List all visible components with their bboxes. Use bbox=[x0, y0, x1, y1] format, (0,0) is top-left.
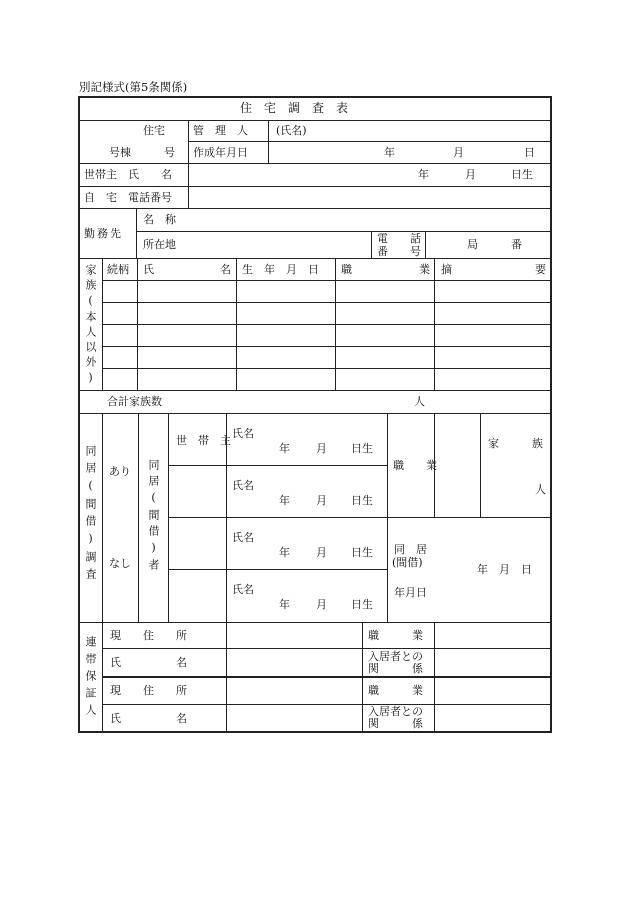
sakusei-year[interactable]: 年 bbox=[384, 146, 395, 159]
guarantor-1-rel-label-1: 入居者との bbox=[368, 650, 423, 663]
guarantor-2-rel-label-2: 関 係 bbox=[368, 717, 423, 730]
home-phone-label: 自 宅 電話番号 bbox=[84, 191, 172, 204]
guarantor-1-job-label: 職 業 bbox=[368, 629, 423, 642]
guarantor-sep-line bbox=[102, 676, 551, 678]
form-caption: 別記様式(第5条関係) bbox=[79, 80, 188, 94]
doukyo-birth-month-3[interactable]: 月 bbox=[316, 546, 327, 559]
workplace-phone-label-2: 番 号 bbox=[377, 245, 421, 258]
doukyo-name-label-4: 氏名 bbox=[232, 583, 254, 596]
doukyo-name-label-3: 氏名 bbox=[232, 531, 254, 544]
setainushi-birth-month[interactable]: 月 bbox=[465, 168, 476, 181]
guarantor-row-line bbox=[102, 648, 551, 649]
setainushi-label: 世帯主 氏 名 bbox=[84, 168, 172, 181]
family-header-tekiyo-2: 要 bbox=[535, 263, 546, 276]
family-header-shi: 氏 bbox=[143, 263, 154, 276]
row-line bbox=[79, 390, 551, 391]
doukyo-row-line bbox=[168, 569, 387, 570]
doukyo-date-label-1: 同 居 bbox=[394, 543, 427, 556]
doukyo-kazoku-unit: 人 bbox=[535, 483, 546, 496]
doukyo-birth-month-4[interactable]: 月 bbox=[316, 598, 327, 611]
family-header-birth: 生 年 月 日 bbox=[242, 263, 319, 276]
guarantor-2-rel-label-1: 入居者との bbox=[368, 705, 423, 718]
doukyo-birth-day-4[interactable]: 日生 bbox=[351, 598, 373, 611]
sakusei-label: 作成年月日 bbox=[193, 146, 248, 159]
workplace-address-label: 所在地 bbox=[143, 238, 176, 251]
family-row-line bbox=[102, 302, 551, 303]
family-header-job-1: 職 bbox=[341, 263, 352, 276]
header-vline bbox=[268, 120, 269, 163]
doukyo-birth-year-4[interactable]: 年 bbox=[279, 598, 290, 611]
doukyo-birth-year-3[interactable]: 年 bbox=[279, 546, 290, 559]
vline bbox=[188, 163, 189, 208]
family-row-line bbox=[102, 280, 551, 281]
doukyo-side-label: 同居(間借)調査 bbox=[84, 445, 97, 585]
vline bbox=[425, 231, 426, 258]
workplace-label: 勤務先 bbox=[84, 227, 123, 240]
sakusei-month[interactable]: 月 bbox=[453, 146, 464, 159]
doukyo-setainushi-label: 世 帯 主 bbox=[176, 434, 231, 447]
kanrinin-name-field[interactable]: (氏名) bbox=[276, 124, 307, 137]
guarantor-1-name-label: 氏 名 bbox=[110, 656, 187, 669]
doukyo-shokugyo-label: 職 業 bbox=[393, 459, 437, 472]
guarantor-side-label: 連帯保証人 bbox=[84, 636, 97, 721]
guarantor-2-name-label: 氏 名 bbox=[110, 712, 187, 725]
form-frame-right bbox=[550, 96, 552, 733]
doukyo-name-label-2: 氏名 bbox=[232, 479, 254, 492]
doukyo-birth-month-2[interactable]: 月 bbox=[316, 494, 327, 507]
row-line bbox=[79, 258, 551, 259]
doukyo-kazoku-label: 家 族 bbox=[488, 437, 543, 450]
sakusei-day[interactable]: 日 bbox=[524, 146, 535, 159]
form-frame-bottom bbox=[78, 731, 552, 733]
doukyo-date-label-3: 年月日 bbox=[394, 586, 427, 599]
doukyo-birth-day-3[interactable]: 日生 bbox=[351, 546, 373, 559]
row-line bbox=[79, 208, 551, 209]
family-total-label: 合計家族数 bbox=[107, 395, 162, 408]
form-frame-left bbox=[78, 96, 80, 733]
family-header-mei: 名 bbox=[220, 263, 231, 276]
doukyo-birth-day-2[interactable]: 日生 bbox=[351, 494, 373, 507]
doukyo-nashi[interactable]: なし bbox=[109, 557, 131, 570]
setainushi-birth-year[interactable]: 年 bbox=[418, 168, 429, 181]
row-line bbox=[79, 120, 551, 121]
family-total-unit: 人 bbox=[414, 395, 425, 408]
row-line bbox=[79, 622, 551, 623]
doukyo-name-label-1: 氏名 bbox=[232, 427, 254, 440]
doukyo-birth-year-1[interactable]: 年 bbox=[279, 442, 290, 455]
guarantor-1-rel-label-2: 関 係 bbox=[368, 662, 423, 675]
setainushi-birth-day[interactable]: 日生 bbox=[511, 168, 533, 181]
doukyo-sha-label: 同居(間借)者 bbox=[147, 459, 160, 575]
form-title: 住 宅 調 査 表 bbox=[240, 101, 349, 115]
guarantor-2-job-label: 職 業 bbox=[368, 684, 423, 697]
vline bbox=[371, 231, 372, 258]
form-frame-top bbox=[78, 96, 552, 98]
family-row-line bbox=[102, 324, 551, 325]
doukyo-row-line bbox=[168, 517, 551, 518]
doukyo-ari[interactable]: あり bbox=[109, 465, 131, 478]
workplace-name-label: 名 称 bbox=[143, 213, 176, 226]
header-vline bbox=[188, 120, 189, 163]
vline bbox=[138, 413, 139, 622]
guarantor-2-address-label: 現 住 所 bbox=[110, 684, 187, 697]
workplace-phone-label-1: 電 話 bbox=[377, 232, 421, 245]
family-header-tekiyo-1: 摘 bbox=[441, 263, 452, 276]
jutaku-label: 住宅 bbox=[143, 124, 165, 137]
goutou-label: 号棟 号 bbox=[109, 146, 175, 159]
workplace-mid-line bbox=[136, 231, 551, 232]
family-row-line bbox=[102, 346, 551, 347]
family-header-job-2: 業 bbox=[419, 263, 430, 276]
row-line bbox=[79, 163, 551, 164]
kanrinin-label: 管 理 人 bbox=[193, 124, 248, 137]
doukyo-birth-day-1[interactable]: 日生 bbox=[351, 442, 373, 455]
doukyo-birth-month-1[interactable]: 月 bbox=[316, 442, 327, 455]
row-line bbox=[79, 186, 551, 187]
family-header-zokugara: 続柄 bbox=[107, 263, 129, 276]
family-row-line bbox=[102, 368, 551, 369]
vline bbox=[136, 208, 137, 258]
workplace-phone-field[interactable]: 局 番 bbox=[467, 238, 522, 251]
doukyo-row-line bbox=[168, 465, 387, 466]
doukyo-birth-year-2[interactable]: 年 bbox=[279, 494, 290, 507]
vline bbox=[102, 413, 103, 622]
doukyo-date-field[interactable]: 年 月 日 bbox=[477, 563, 532, 576]
header-mid-line bbox=[188, 141, 551, 142]
guarantor-1-address-label: 現 住 所 bbox=[110, 629, 187, 642]
doukyo-date-label-2: (間借) bbox=[392, 556, 423, 569]
guarantor-row-line bbox=[102, 704, 551, 705]
vline bbox=[480, 413, 481, 518]
family-side-label: 家族(本人以外) bbox=[84, 264, 97, 388]
